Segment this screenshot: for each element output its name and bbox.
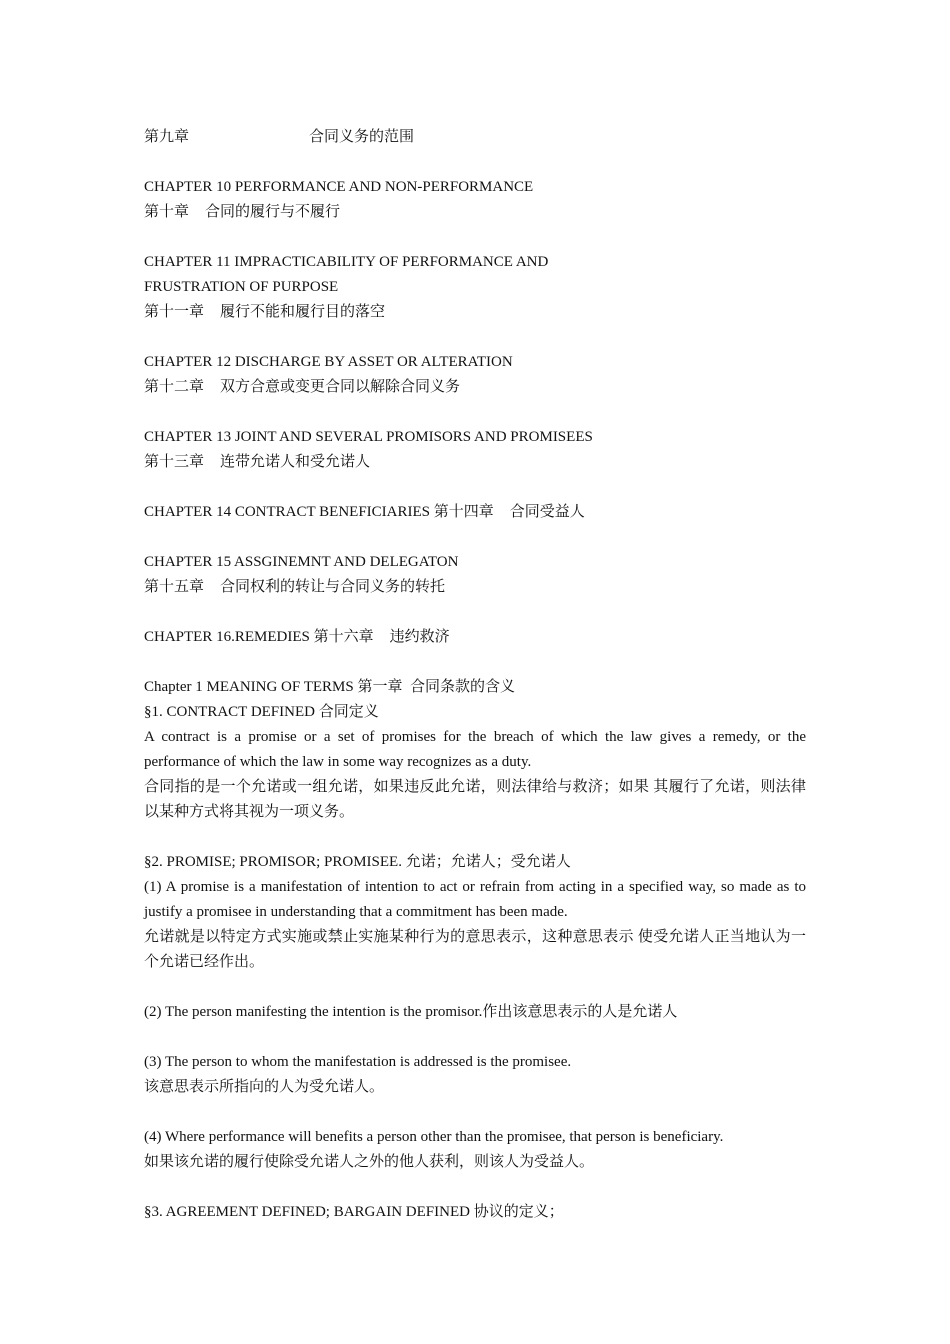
section2-p4-en: (4) Where performance will benefits a person other than the promisee, that person is beneficiary. xyxy=(144,1129,724,1145)
toc-ch9 xyxy=(144,125,806,150)
toc-ch9-cn-num: 第九章 xyxy=(144,129,190,145)
toc-ch16-en: CHAPTER 16.REMEDIES xyxy=(144,629,310,645)
section1-en-text: A contract is a promise or a set of promises for the breach of which the law gives a remedy, or the performance of which the law in some way recognizes as a duty. xyxy=(144,729,806,770)
toc-ch15-en: CHAPTER 15 ASSGINEMNT AND DELEGATON xyxy=(144,554,459,570)
toc-ch15-cn xyxy=(144,575,806,600)
toc-ch16-cn-num: 第十六章 xyxy=(313,629,374,645)
chapter1-heading-cn-title: 合同条款的含义 xyxy=(410,679,516,695)
chapter1-heading-en: Chapter 1 MEANING OF TERMS xyxy=(144,679,354,695)
toc-ch14-cn-num: 第十四章 xyxy=(433,504,494,520)
section2-p2: (2) The person manifesting the intention is the promisor.作出该意思表示的人是允诺人 xyxy=(144,1004,678,1020)
section2-p1-en: (1) A promise is a manifestation of intention to act or refrain from acting in a specified way, so made as to justify a promisee in understanding that a commitment has been made. xyxy=(144,879,806,920)
toc-ch11-cn xyxy=(144,300,806,325)
section2-heading: §2. PROMISE; PROMISOR; PROMISEE. 允诺；允诺人；受允诺人 xyxy=(144,854,571,870)
toc-ch12-cn-num: 第十二章 xyxy=(144,379,205,395)
toc-ch10-cn-num: 第十章 xyxy=(144,204,190,220)
toc-ch13-cn xyxy=(144,450,806,475)
toc-ch11-cn-num: 第十一章 xyxy=(144,304,205,320)
toc-ch12-en: CHAPTER 12 DISCHARGE BY ASSET OR ALTERATION xyxy=(144,354,513,370)
toc-ch11-en-line2: FRUSTRATION OF PURPOSE xyxy=(144,279,339,295)
toc-ch14 xyxy=(144,500,806,525)
section2-p1-cn: 允诺就是以特定方式实施或禁止实施某种行为的意思表示，这种意思表示 使受允诺人正当地认为一个允诺已经作出。 xyxy=(144,929,806,970)
toc-ch15-cn-num: 第十五章 xyxy=(144,579,205,595)
toc-ch15-cn-title: 合同权利的转让与合同义务的转托 xyxy=(220,579,446,595)
toc-ch13-en: CHAPTER 13 JOINT AND SEVERAL PROMISORS AND PROMISEES xyxy=(144,429,593,445)
toc-ch14-cn-title: 合同受益人 xyxy=(509,504,585,520)
toc-ch10-cn xyxy=(144,200,806,225)
section2-p3-cn: 该意思表示所指向的人为受允诺人。 xyxy=(144,1079,385,1095)
toc-ch13-cn-title: 连带允诺人和受允诺人 xyxy=(220,454,371,470)
toc-ch16 xyxy=(144,625,806,650)
toc-ch16-cn-title: 违约救济 xyxy=(389,629,450,645)
toc-ch12-cn xyxy=(144,375,806,400)
toc-ch10-cn-title: 合同的履行与不履行 xyxy=(205,204,341,220)
toc-ch11-en-line1: CHAPTER 11 IMPRACTICABILITY OF PERFORMANCE AND xyxy=(144,254,549,270)
toc-ch14-en: CHAPTER 14 CONTRACT BENEFICIARIES xyxy=(144,504,430,520)
document-page xyxy=(144,125,806,1225)
toc-ch10-en: CHAPTER 10 PERFORMANCE AND NON-PERFORMANCE xyxy=(144,179,534,195)
toc-ch12-cn-title: 双方合意或变更合同以解除合同义务 xyxy=(220,379,461,395)
chapter1-heading-cn-num: 第一章 xyxy=(357,679,403,695)
toc-ch9-cn-title: 合同义务的范围 xyxy=(309,129,415,145)
section2-p3-en: (3) The person to whom the manifestation is addressed is the promisee. xyxy=(144,1054,572,1070)
section2-p4-cn: 如果该允诺的履行使除受允诺人之外的他人获利，则该人为受益人。 xyxy=(144,1154,595,1170)
section1-heading: §1. CONTRACT DEFINED 合同定义 xyxy=(144,704,379,720)
section1-cn-text: 合同指的是一个允诺或一组允诺，如果违反此允诺，则法律给与救济；如果 其履行了允诺，则法律以某种方式将其视为一项义务。 xyxy=(144,779,806,820)
toc-ch11-cn-title: 履行不能和履行目的落空 xyxy=(220,304,386,320)
section3-heading: §3. AGREEMENT DEFINED; BARGAIN DEFINED 协议的定义； xyxy=(144,1204,564,1220)
toc-ch13-cn-num: 第十三章 xyxy=(144,454,205,470)
chapter1-heading xyxy=(144,675,806,700)
